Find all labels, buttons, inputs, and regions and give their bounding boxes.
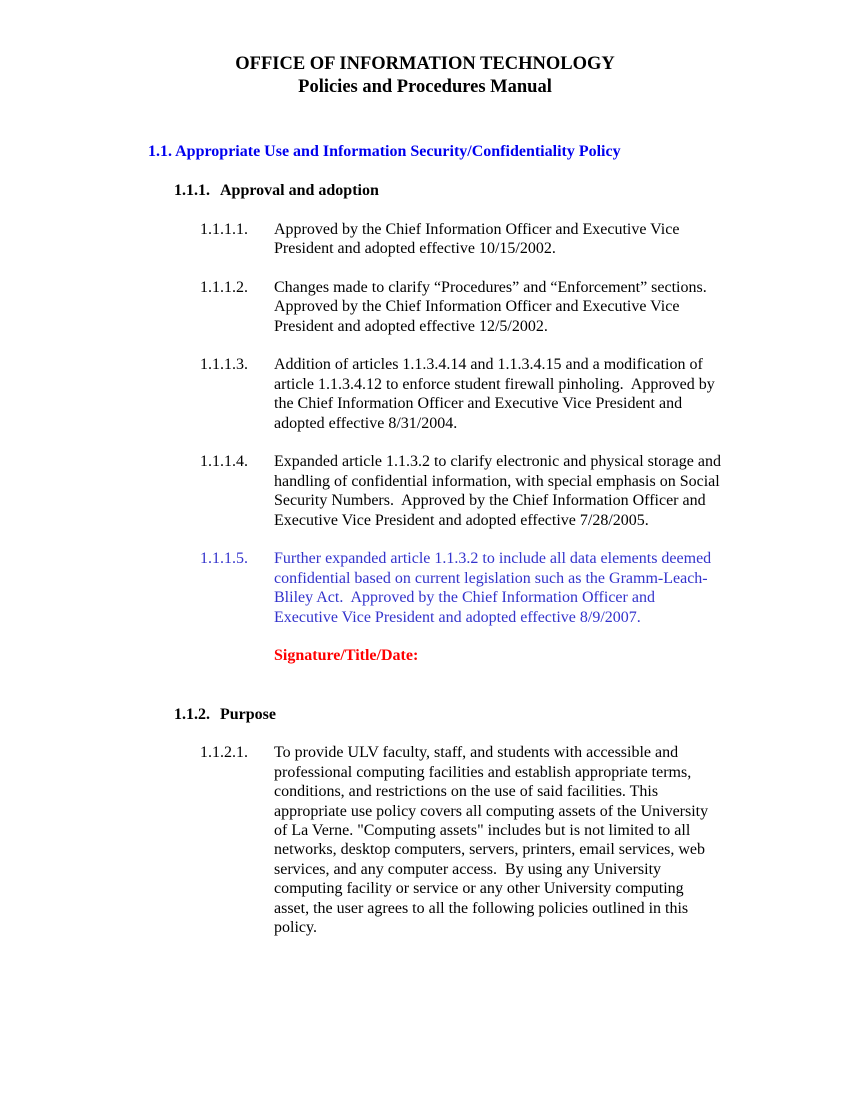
- item-text: Changes made to clarify “Procedures” and “Enforcement” sections. Approved by the Chief Information Officer and Executive Vice President and adopted effective 12/5/2002.: [274, 278, 714, 335]
- policy-item-1-1-2-1: [200, 743, 850, 937]
- item-text: Approved by the Chief Information Officer and Executive Vice President and adopted effective 10/15/2002.: [274, 220, 684, 257]
- item-number: 1.1.1.2.: [200, 278, 248, 296]
- item-number: 1.1.1.1.: [200, 220, 248, 238]
- subsection-heading-approval: [174, 181, 850, 200]
- item-number: 1.1.1.3.: [200, 356, 248, 374]
- item-text: Addition of articles 1.1.3.4.14 and 1.1.3.4.15 and a modification of article 1.1.3.4.12 to enforce student firewall pinholing. Approved by the Chief Information Officer and Executive Vice President and adopted effective 8/31/2004.: [274, 356, 719, 432]
- subsection-title: Purpose: [220, 705, 276, 723]
- item-number: 1.1.1.5.: [200, 550, 248, 568]
- policy-heading-title: Appropriate Use and Information Security/Confidentiality Policy: [175, 143, 621, 160]
- item-number: 1.1.2.1.: [200, 744, 248, 762]
- item-number: 1.1.1.4.: [200, 453, 248, 471]
- policy-item-1-1-1-4: [200, 452, 850, 530]
- subsection-number: 1.1.2.: [174, 705, 210, 723]
- item-text: Further expanded article 1.1.3.2 to include all data elements deemed confidential based on current legislation such as the Gramm-Leach-Bliley Act. Approved by the Chief Information Officer and Executive Vice President and adopted effective 8/9/2007.: [274, 550, 716, 626]
- subsection-title: Approval and adoption: [220, 181, 379, 199]
- policy-item-1-1-1-3: [200, 355, 850, 433]
- document-title: [0, 53, 850, 99]
- policy-item-1-1-1-2: [200, 278, 850, 336]
- document-title-line2: Policies and Procedures Manual: [298, 77, 552, 97]
- document-title-line1: OFFICE OF INFORMATION TECHNOLOGY: [235, 54, 615, 74]
- policy-item-1-1-1-1: [200, 220, 850, 259]
- subsection-heading-purpose: [174, 705, 850, 724]
- item-text: Expanded article 1.1.3.2 to clarify electronic and physical storage and handling of confidential information, with special emphasis on Social Security Numbers. Approved by the Chief Information Officer and Executive Vice President and adopted effective 7/28/2005.: [274, 453, 725, 529]
- subsection-number: 1.1.1.: [174, 181, 210, 199]
- policy-item-1-1-1-5: [200, 549, 850, 627]
- item-text: To provide ULV faculty, staff, and students with accessible and professional computing facilities and establish appropriate terms, conditions, and restrictions on the use of said facilities. This appropriate use policy covers all computing assets of the University of La Verne. "Computing assets" includes but is not limited to all networks, desktop computers, servers, printers, email services, web services, and any computer access. By using any University computing facility or service or any other University computing asset, the user agrees to all the following policies outlined in this policy.: [274, 744, 713, 937]
- signature-title-date-label: Signature/Title/Date:: [274, 647, 419, 665]
- policy-heading: [148, 142, 850, 161]
- policy-heading-number: 1.1.: [148, 143, 172, 160]
